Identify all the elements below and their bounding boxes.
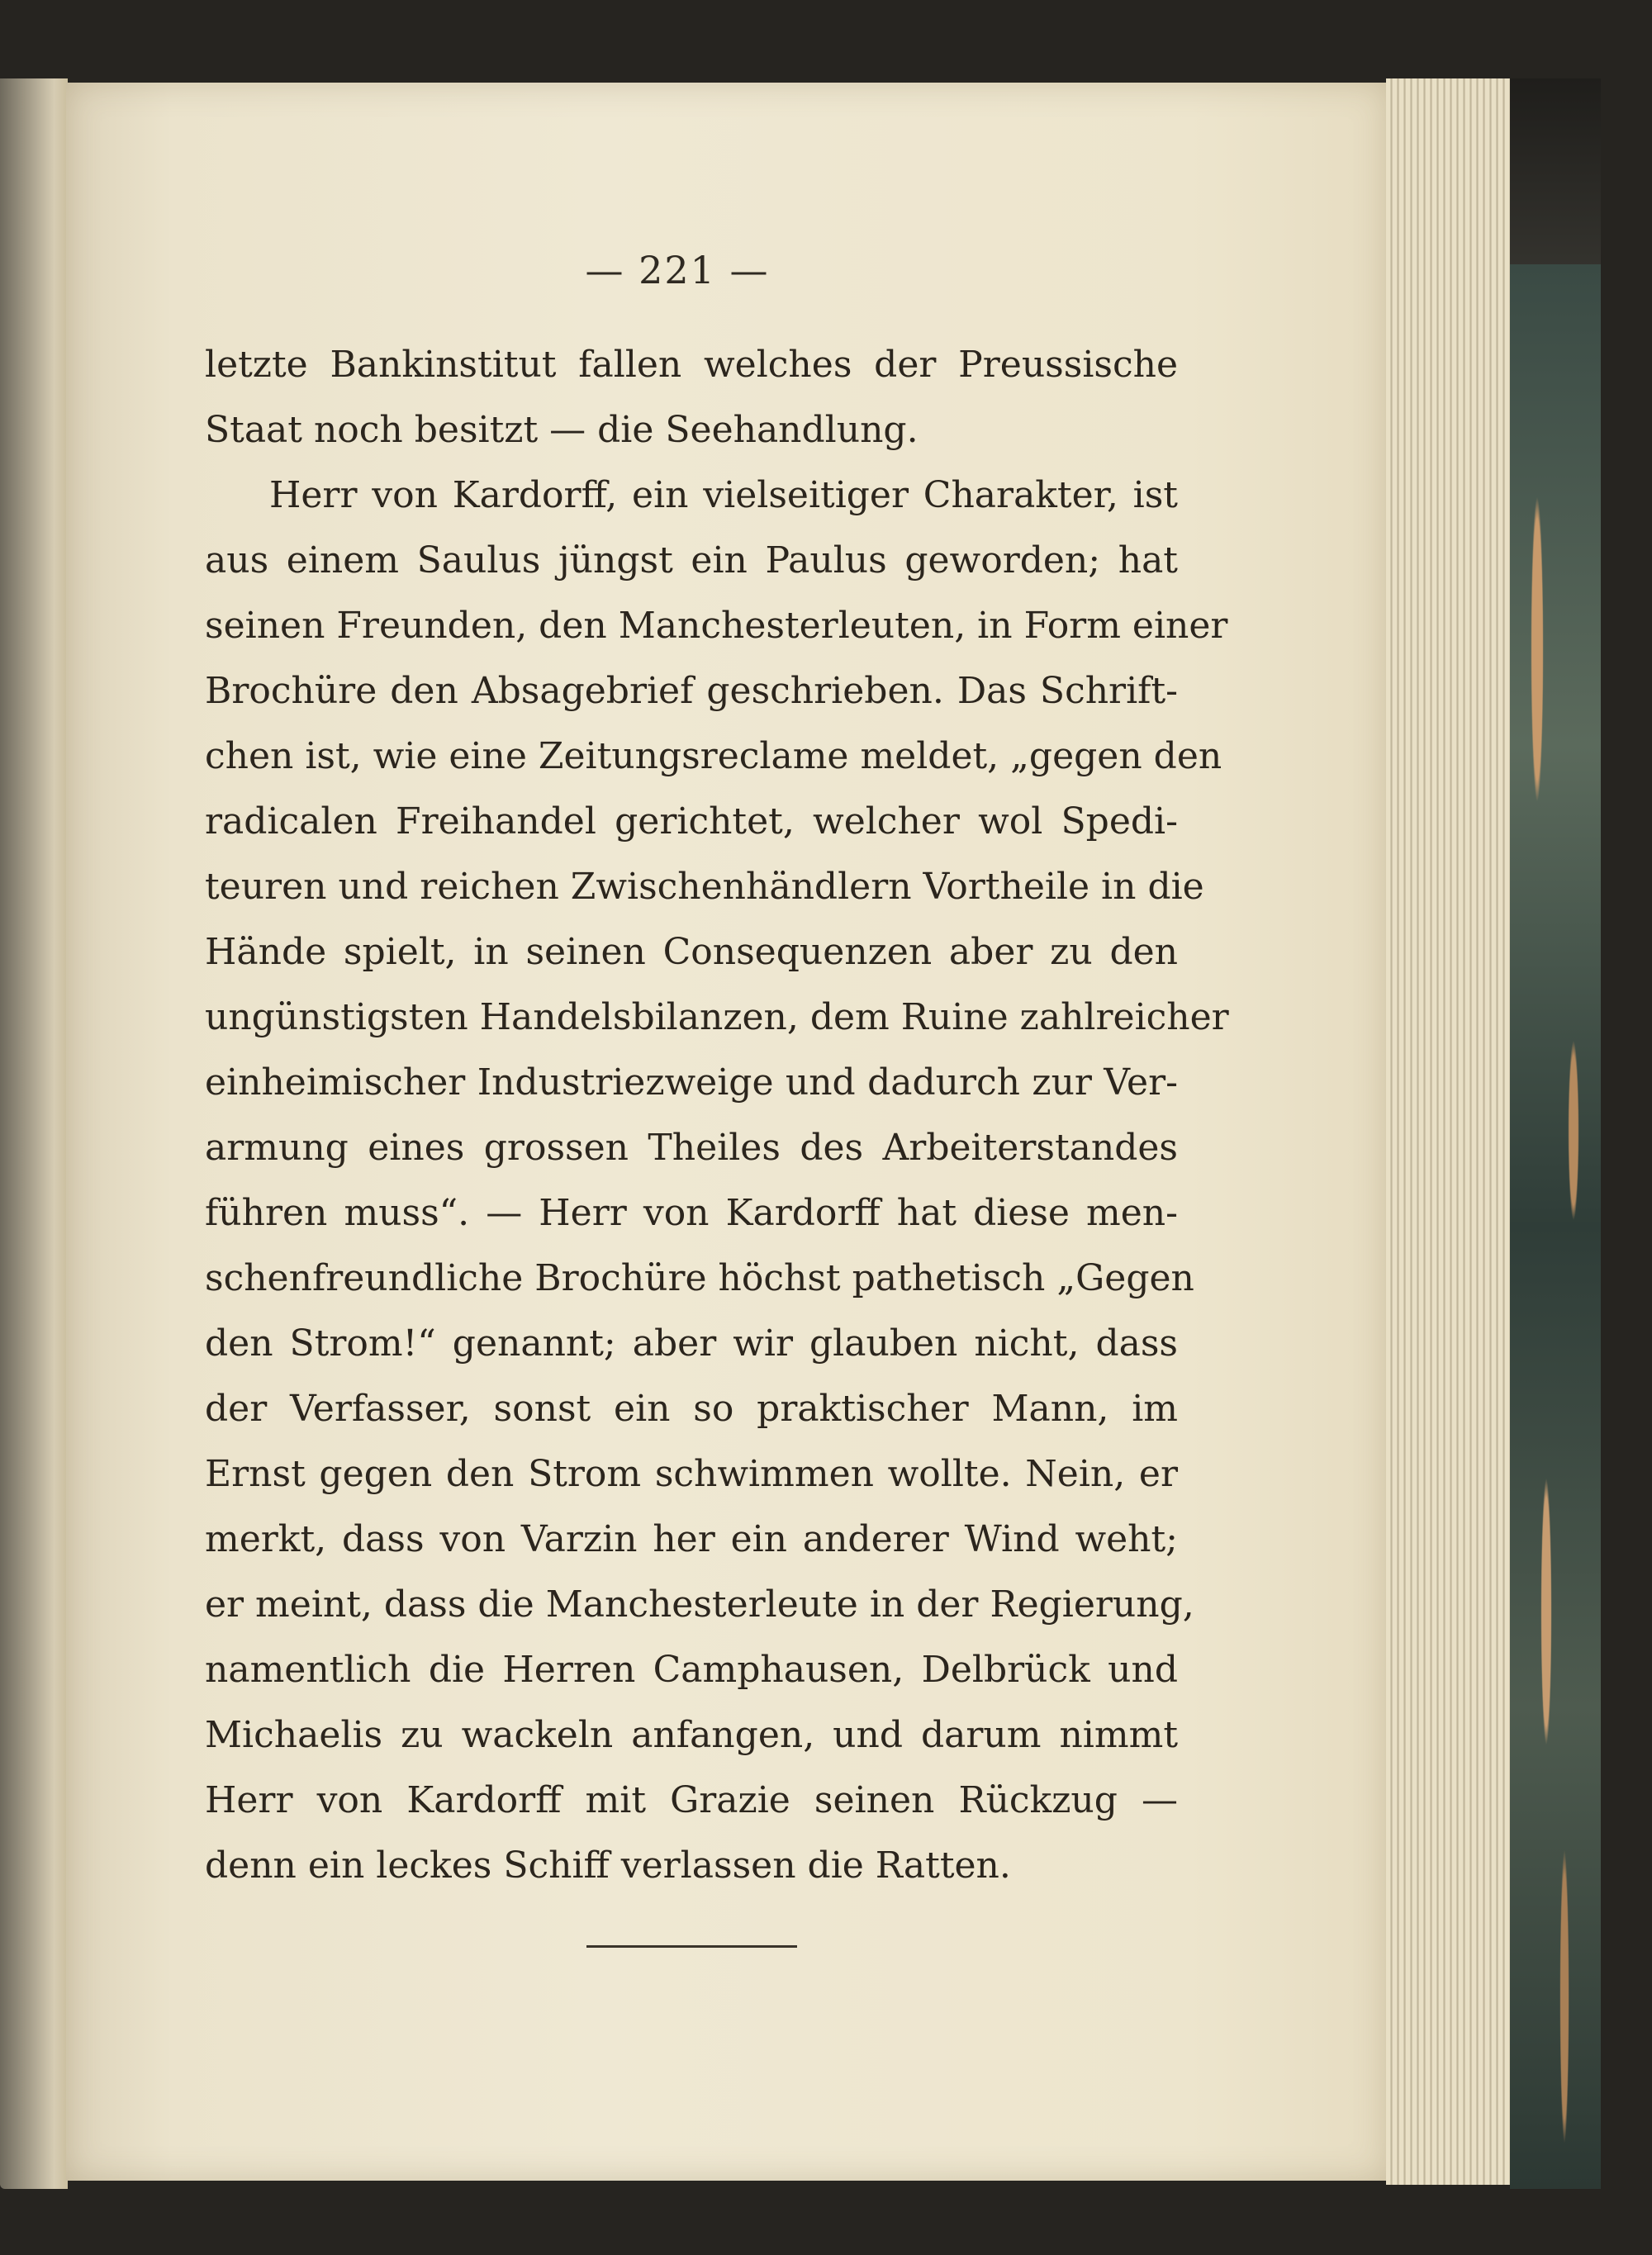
text-line: er meint, dass die Manchesterleute in der Regierung, bbox=[205, 1583, 1194, 1626]
marbled-cover bbox=[1510, 264, 1601, 2189]
end-rule bbox=[586, 1945, 797, 1948]
text-line: teuren und reichen Zwischenhändlern Vortheile in die bbox=[205, 866, 1204, 908]
text-line: seinen Freunden, den Manchesterleuten, in Form einer bbox=[205, 605, 1228, 647]
text-line: armung eines grossen Theiles des Arbeiterstandes bbox=[205, 1127, 1178, 1169]
text-line: führen muss“. — Herr von Kardorff hat diese men- bbox=[205, 1192, 1178, 1234]
text-line: denn ein leckes Schiff verlassen die Ratten. bbox=[205, 1844, 1011, 1887]
text-line: Ernst gegen den Strom schwimmen wollte. Nein, er bbox=[205, 1453, 1178, 1495]
text-line: einheimischer Industriezweige und dadurch zur Ver- bbox=[205, 1061, 1178, 1104]
text-line: Herr von Kardorff, ein vielseitiger Charakter, ist bbox=[269, 474, 1178, 516]
text-line: aus einem Saulus jüngst ein Paulus geworden; hat bbox=[205, 539, 1178, 582]
text-line: Michaelis zu wackeln anfangen, und darum nimmt bbox=[205, 1714, 1178, 1756]
text-line: radicalen Freihandel gerichtet, welcher wol Spedi- bbox=[205, 800, 1178, 843]
text-line: Herr von Kardorff mit Grazie seinen Rückzug — bbox=[205, 1779, 1178, 1821]
text-line: der Verfasser, sonst ein so praktischer Mann, im bbox=[205, 1388, 1178, 1430]
previous-page-edge bbox=[0, 78, 68, 2189]
text-line: Hände spielt, in seinen Consequenzen aber zu den bbox=[205, 931, 1178, 973]
body-text bbox=[205, 332, 1229, 1898]
text-line: namentlich die Herren Camphausen, Delbrück und bbox=[205, 1649, 1178, 1691]
page-number: — 221 — bbox=[585, 248, 770, 292]
text-line: chen ist, wie eine Zeitungsreclame meldet, „gegen den bbox=[205, 735, 1222, 777]
text-line: merkt, dass von Varzin her ein anderer Wind weht; bbox=[205, 1518, 1178, 1560]
text-line: Brochüre den Absagebrief geschrieben. Das Schrift- bbox=[205, 670, 1178, 712]
text-line: schenfreundliche Brochüre höchst pathetisch „Gegen bbox=[205, 1257, 1194, 1299]
text-line: Staat noch besitzt — die Seehandlung. bbox=[205, 409, 919, 451]
book-cover-top bbox=[1510, 78, 1601, 268]
page-stack-edge bbox=[1386, 78, 1513, 2185]
text-line: den Strom!“ genannt; aber wir glauben nicht, dass bbox=[205, 1322, 1178, 1365]
text-line: ungünstigsten Handelsbilanzen, dem Ruine zahlreicher bbox=[205, 996, 1229, 1038]
text-line: letzte Bankinstitut fallen welches der Preussische bbox=[205, 344, 1178, 386]
